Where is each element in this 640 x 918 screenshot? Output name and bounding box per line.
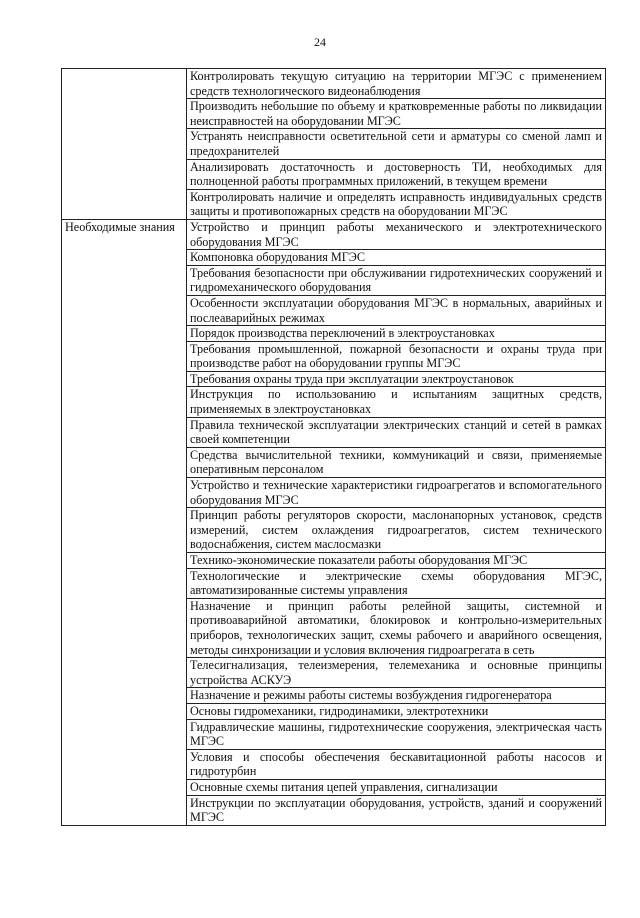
knowledge-item: Правила технической эксплуатации электрических станций и сетей в рамках своей компетенции (187, 417, 606, 447)
knowledge-item: Принцип работы регуляторов скорости, маслонапорных установок, средств измерений, систем охлаждения гидроагрегатов, систем технического водоснабжения, систем маслосмазки (187, 508, 606, 553)
knowledge-item: Устройство и принцип работы механического и электротехнического оборудования МГЭС (187, 219, 606, 249)
knowledge-item: Назначение и принцип работы релейной защиты, системной и противоаварийной автоматики, блокировок и контрольно-измерительных приборов, технологических защит, схемы рабочего и аварийного освещения, методы синхронизации и условия включения гидроагрегата в сеть (187, 598, 606, 657)
competency-table (61, 68, 606, 826)
knowledge-item: Требования безопасности при обслуживании гидротехнических сооружений и гидромеханического оборудования (187, 265, 606, 295)
skill-item: Устранять неисправности осветительной сети и арматуры со сменой ламп и предохранителей (187, 129, 606, 159)
section-label-cell (62, 69, 187, 220)
knowledge-item: Инструкция по использованию и испытаниям защитных средств, применяемых в электроустановках (187, 387, 606, 417)
knowledge-item: Особенности эксплуатации оборудования МГЭС в нормальных, аварийных и послеаварийных режимах (187, 295, 606, 325)
knowledge-item: Телесигнализация, телеизмерения, телемеханика и основные принципы устройства АСКУЭ (187, 658, 606, 688)
knowledge-item: Технологические и электрические схемы оборудования МГЭС, автоматизированные системы управления (187, 568, 606, 598)
knowledge-item: Средства вычислительной техники, коммуникаций и связи, применяемые оперативным персоналом (187, 447, 606, 477)
knowledge-item: Порядок производства переключений в электроустановках (187, 326, 606, 342)
knowledge-item: Требования охраны труда при эксплуатации электроустановок (187, 371, 606, 387)
knowledge-item: Компоновка оборудования МГЭС (187, 250, 606, 266)
knowledge-item: Назначение и режимы работы системы возбуждения гидрогенератора (187, 688, 606, 704)
knowledge-item: Основные схемы питания цепей управления, сигнализации (187, 779, 606, 795)
table-row (62, 219, 606, 249)
knowledge-item: Технико-экономические показатели работы оборудования МГЭС (187, 553, 606, 569)
skill-item: Контролировать наличие и определять исправность индивидуальных средств защиты и противопожарных средств на оборудовании МГЭС (187, 189, 606, 219)
skill-item: Производить небольшие по объему и кратковременные работы по ликвидации неисправностей на оборудовании МГЭС (187, 99, 606, 129)
knowledge-item: Требования промышленной, пожарной безопасности и охраны труда при производстве работ на оборудовании группы МГЭС (187, 341, 606, 371)
knowledge-item: Условия и способы обеспечения бескавитационной работы насосов и гидротурбин (187, 749, 606, 779)
knowledge-item: Основы гидромеханики, гидродинамики, электротехники (187, 703, 606, 719)
knowledge-item: Гидравлические машины, гидротехнические сооружения, электрическая часть МГЭС (187, 719, 606, 749)
knowledge-item: Инструкции по эксплуатации оборудования, устройств, зданий и сооружений МГЭС (187, 795, 606, 825)
skill-item: Анализировать достаточность и достоверность ТИ, необходимых для полноценной работы программных приложений, в текущем времени (187, 159, 606, 189)
page-number: 24 (314, 35, 326, 49)
table-row (62, 69, 606, 99)
competency-table-body (62, 69, 606, 826)
skill-item: Контролировать текущую ситуацию на территории МГЭС с применением средств технологического видеонаблюдения (187, 69, 606, 99)
knowledge-section-label: Необходимые знания (62, 219, 187, 825)
knowledge-item: Устройство и технические характеристики гидроагрегатов и вспомогательного оборудования МГЭС (187, 478, 606, 508)
